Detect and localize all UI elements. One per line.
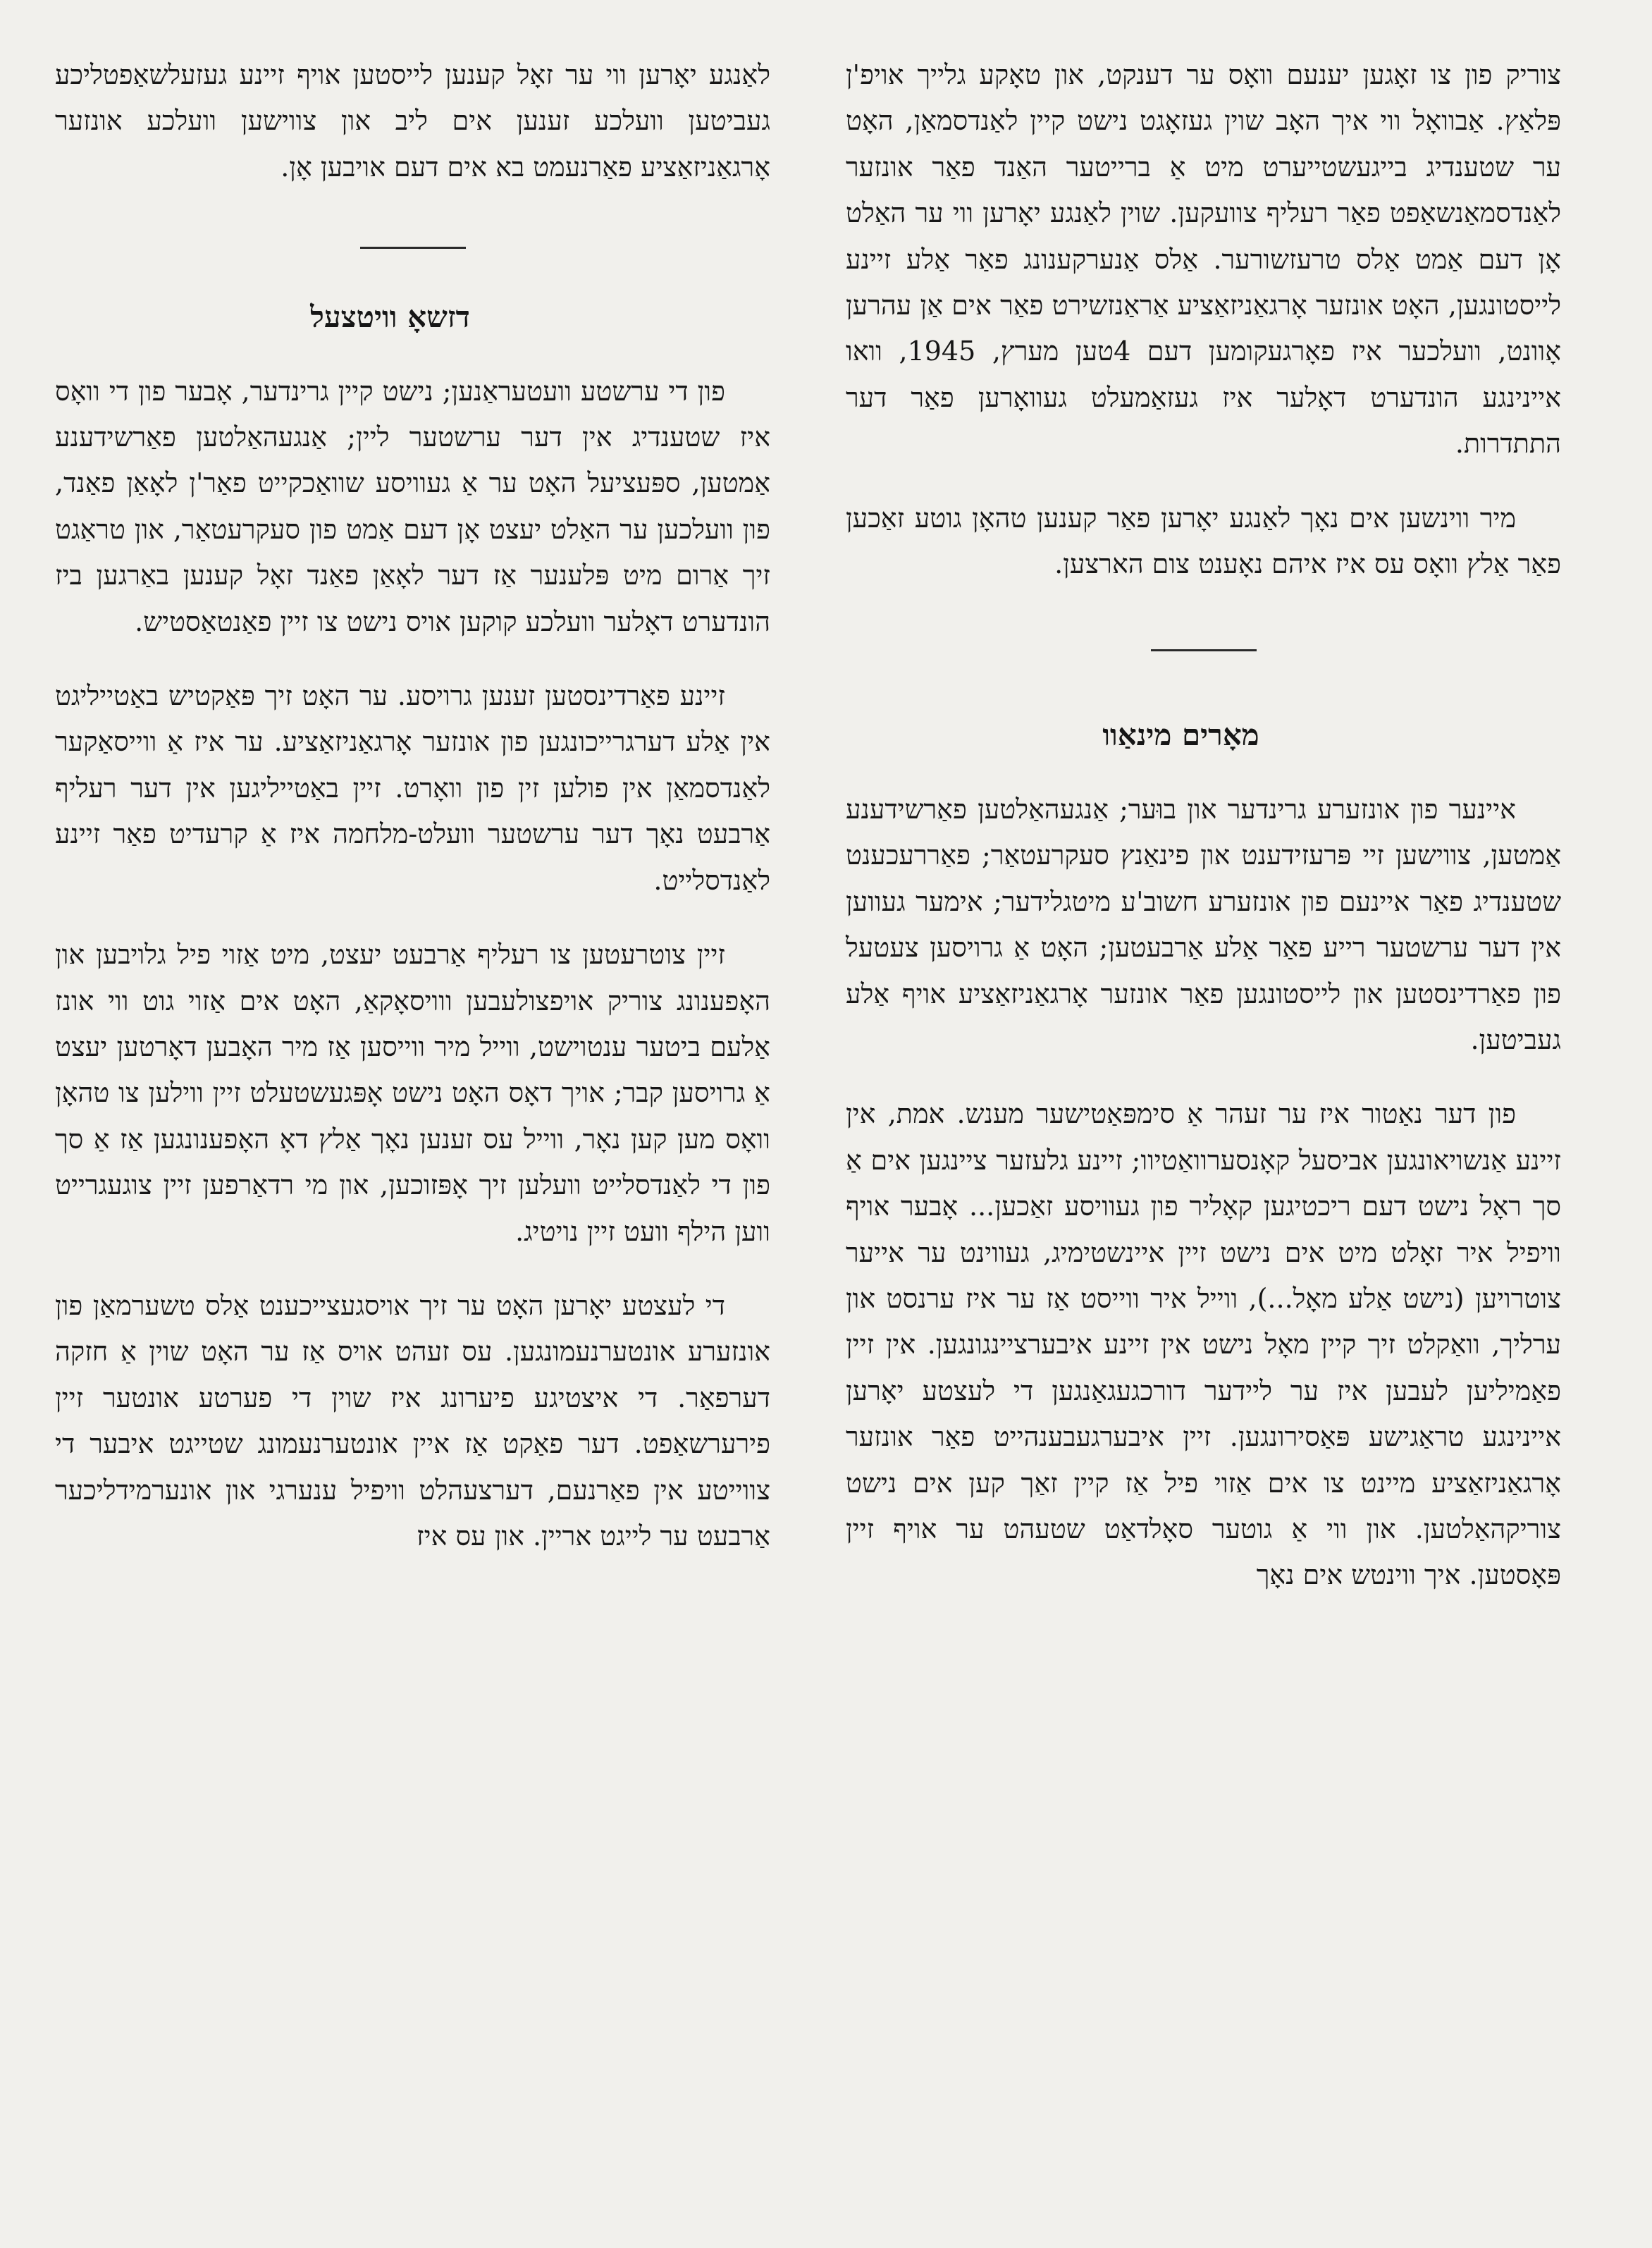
joe-paragraph-4: די לעצטע יאָרען האָט ער זיך אויסגעצייכענט אַלס טשערמאַן פון אונזערע אונטערנעמונגען. עס זעהט אויס אַז ער האָט שוין אַ חזקה דערפאַר. די איצטיגע פיערונג איז שוין די פערטע אונטער זיין פירערשאַפט. דער פאַקט אַז איין אונטערנעמונג שטייגט איבער די צווייטע אין פאַרנעם, דערצעהלט וויפיל ענערגי און אונערמידליכער אַרבעט ער לייגט אריין. און עס איז — [55, 1289, 770, 1552]
section-title-morris-minaw: מאָרים מינאַוו — [1102, 718, 1259, 753]
right-column — [846, 52, 1561, 1599]
section-title-joe-witzel: דזשאָ וויטצעל — [310, 300, 470, 335]
morris-paragraph-1: איינער פון אונזערע גרינדער און בוּער; אַנגעהאַלטען פאַרשידענע אַמטען, צווישען זיי פּרעזידענט און פינאַנץ סעקרעטאַר; פאַררעכענט שטענדיג פאַר איינעם פון אונזערע חשוב'ע מיטגלידער; אימער געווען אין דער ערשטער רייע פאַר אַלע אַרבעטען; האָט אַ גרויסען צעטעל פון פאַרדינסטען און לייסטונגען פאַר אונזער אָרגאַניזאַציע אויף אַלע געביטען. — [846, 793, 1561, 1055]
section-divider — [360, 247, 466, 249]
morris-paragraph-2: פון דער נאַטור איז ער זעהר אַ סימפּאַטישער מענש. אמת, אין זיינע אַנשויאונגען אביסעל קאָנסערוואַטיוו; זיינע גלעזער ציינגען אים אַ סך ראָל נישט דעם ריכטיגען קאָליר פון געוויסע זאַכען... אָבער אויף וויפיל איר זאָלט מיט אים נישט זיין איינשטימיג, געווינט ער אייער צוטרויען (נישט אַלע מאָל...), ווייל איר ווייסט אַז ער איז ערנסט און ערליך, וואַקלט זיך קיין מאָל נישט אין זיינע איבערציינגונגען. אין זיין פאַמיליען לעבען איז ער ליידער דורכגעגאַנגען די לעצטע יאָרען איינינגע טראַגישע פּאַסירונגען. זיין איבערגעבענהייט פאַר אונזער אָרגאַניזאַציע מיינט צו אים אַזוי פיל אַז קיין זאַך קען אים נישט צוריקהאַלטען. און ווי אַ גוטער סאָלדאַט שטעהט ער אויף זיין פּאָסטען. איך ווינטש אים נאָך — [846, 1098, 1561, 1591]
joe-paragraph-2: זיינע פאַרדינסטען זענען גרויסע. ער האָט זיך פּאַקטיש באַטייליגט אין אַלע דערגרייכונגען פון אונזער אָרגאַניזאַציע. ער איז אַ ווייסאַקער לאַנדסמאַן אין פולען זין פון וואָרט. זיין באַטייליגען אין דער רעליף אַרבעט נאָך דער ערשטער וועלט-מלחמה איז אַ קרעדיט פאַר זיינע לאַנדסלייט. — [55, 680, 770, 896]
left-column — [55, 52, 770, 1559]
joe-paragraph-1: פון די ערשטע וועטעראַנען; נישט קיין גרינדער, אָבער פון די וואָס איז שטענדיג אין דער ערשטער ליין; אַנגעהאַלטען פאַרשידענע אַמטען, ספּעציעל האָט ער אַ געוויסע שוואַכקייט פאַר'ן לאָאַן פאַנד, פון וועלכען ער האַלט יעצט אָן דעם אַמט פון סעקרעטאַר, און טראַגט זיך אַרום מיט פּלענער אַז דער לאָאַן פאַנד זאָל קענען באַרגען ביז הונדערט דאָלער וועלכע קוקען אויס נישט צו זיין פאַנטאַסטיש. — [55, 375, 770, 637]
section-divider — [1151, 649, 1257, 651]
left-intro-paragraph-1: לאַנגע יאָרען ווי ער זאָל קענען לייסטען אויף זיינע געזעלשאַפטליכע געביטען וועלכע זענען אים ליב און צווישען וועלכע אונזער אָרגאַניזאַציע פאַרנעמט בא אים דעם אויבען אָן. — [55, 59, 770, 183]
right-intro-paragraph-1: צוריק פון צו זאָגען יענעם וואָס ער דענקט, און טאָקע גלייך אויפ'ן פּלאַץ. אַבוואָל ווי איך האָב שוין געזאָגט נישט קיין לאַנדסמאַן, האָט ער שטענדיג בייגעשטייערט מיט אַ ברייטער האַנד פאַר אונזער לאַנדסמאַנשאַפט פאַר רעליף צוועקען. שוין לאַנגע יאָרען ווי ער האַלט אָן דעם אַמט אַלס טרעזשורער. אַלס אַנערקענונג פאַר אַלע זיינע לייסטונגען, האָט אונזער אָרגאַניזאַציע אַראַנזשירט פאַר אים אַן עהרען אָוונט, וועלכער איז פאָרגעקומען דעם 4טען מערץ, 1945, וואו איינינגע הונדערט דאָלער איז געזאַמעלט געוואָרען פאַר דער התתדרות. — [846, 59, 1562, 460]
right-intro-paragraph-2: מיר ווינשען אים נאָך לאַנגע יאָרען פאַר קענען טהאָן גוטע זאַכען פאַר אַלץ וואָס עס איז איהם נאָענט צום הארצען. — [846, 502, 1561, 580]
joe-paragraph-3: זיין צוטרעטען צו רעליף אַרבעט יעצט, מיט אַזוי פיל גלויבען און האָפענונג צוריק אויפצולעבען ווויסאָקאַ, האָט אים אַזוי גוט ווי אונז אַלעם ביטער ענטוישט, ווייל מיר ווייסען אַז מיר האָבען דאָרטען יעצט אַ גרויסען קבר; אויך דאָס האָט נישט אָפּגעשטעלט זיין ווילען צו טהאָן וואָס מען קען נאָר, ווייל עס זענען נאָך אַלץ דאָ האָפענונגען אַז אַ סך פון די לאַנדסלייט וועלען זיך אָפּזוכען, און מי רדאַרפען זיין צוגעגרייט ווען הילף וועט זיין נויטיג. — [55, 939, 770, 1247]
